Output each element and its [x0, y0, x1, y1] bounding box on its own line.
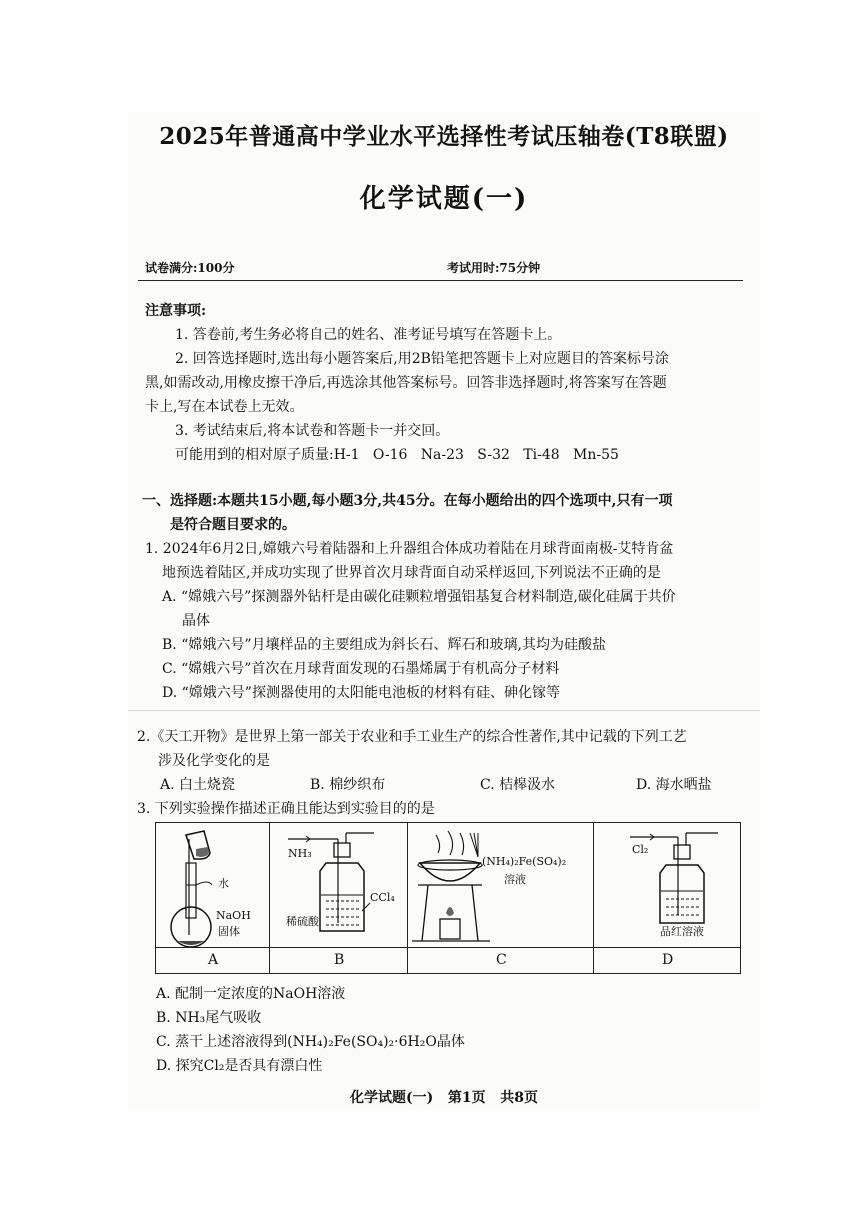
notes-line3: 3. 考试结束后,将本试卷和答题卡一并交回。 [175, 423, 450, 439]
q2-option-c: C. 桔槔汲水 [480, 777, 556, 793]
q3-option-d: D. 探究Cl₂是否具有漂白性 [156, 1058, 323, 1074]
label-nh3: NH₃ [288, 847, 312, 860]
notes-line2c: 卡上,写在本试卷上无效。 [145, 399, 304, 415]
q2-option-a: A. 白土烧瓷 [160, 777, 236, 793]
label-water: 水 [218, 877, 229, 890]
label-solid: 固体 [218, 925, 240, 938]
section1-line2: 是符合题目要求的。 [170, 517, 296, 533]
q1-option-a-line1: A. “嫦娥六号”探测器外钻杆是由碳化硅颗粒增强铝基复合材料制造,碳化硅属于共价 [162, 589, 676, 605]
panel-label-c: C [496, 952, 507, 968]
q1-option-c: C. “嫦娥六号”首次在月球背面发现的石墨烯属于有机高分子材料 [162, 661, 560, 677]
label-ammonium-iron-sulfate: (NH₄)₂Fe(SO₄)₂ [482, 855, 567, 868]
label-solution-c: 溶液 [504, 873, 526, 886]
notes-line2b: 黑,如需改动,用橡皮擦干净后,再选涂其他答案标号。回答非选择题时,将答案写在答题 [145, 375, 667, 391]
notes-heading: 注意事项: [145, 303, 207, 319]
q1-option-d: D. “嫦娥六号”探测器使用的太阳能电池板的材料有硅、砷化镓等 [162, 685, 560, 701]
notes-line2a: 2. 回答选择题时,选出每小题答案后,用2B铅笔把答题卡上对应题目的答案标号涂 [175, 351, 669, 367]
page-footer: 化学试题(一) 第1页 共8页 [350, 1090, 538, 1106]
label-dilute-sulfuric-acid: 稀硫酸 [286, 915, 319, 928]
panel-c [408, 823, 594, 947]
exam-title: 2025年普通高中学业水平选择性考试压轴卷(T8联盟) [159, 123, 729, 150]
panel-b [270, 823, 408, 947]
exam-time: 考试用时:75分钟 [447, 261, 541, 275]
scan-seam [128, 710, 760, 711]
panel-label-row [156, 947, 740, 973]
exam-subtitle: 化学试题(一) [359, 184, 529, 214]
panel-label-d: D [662, 952, 674, 968]
header-divider [138, 280, 743, 281]
q2-option-b: B. 棉纱织布 [310, 777, 386, 793]
atomic-masses: 可能用到的相对原子质量:H-1 O-16 Na-23 S-32 Ti-48 Mn-55 [175, 447, 619, 463]
panel-label-a: A [208, 952, 219, 968]
panel-d [594, 823, 740, 947]
q3-option-c: C. 蒸干上述溶液得到(NH₄)₂Fe(SO₄)₂·6H₂O晶体 [156, 1034, 465, 1050]
section1-line1: 一、选择题:本题共15小题,每小题3分,共45分。在每小题给出的四个选项中,只有一项 [142, 493, 673, 509]
label-ccl4: CCl₄ [370, 891, 395, 904]
panel-label-b: B [334, 952, 345, 968]
q1-option-a-line2: 晶体 [182, 613, 210, 629]
label-naoh: NaOH [216, 909, 251, 922]
label-magenta-solution: 品红溶液 [660, 925, 704, 938]
q1-stem-line2: 地预选着陆区,并成功实现了世界首次月球背面自动采样返回,下列说法不正确的是 [162, 565, 661, 581]
notes-line1: 1. 答卷前,考生务必将自己的姓名、准考证号填写在答题卡上。 [175, 327, 562, 343]
q1-stem-line1: 1. 2024年6月2日,嫦娥六号着陆器和上升器组合体成功着陆在月球背面南极-艾特肯盆 [145, 541, 674, 557]
q3-apparatus-table [155, 822, 741, 974]
q2-stem-line1: 2.《天工开物》是世界上第一部关于农业和手工业生产的综合性著作,其中记载的下列工艺 [137, 729, 687, 745]
q2-option-d: D. 海水晒盐 [636, 777, 712, 793]
q3-option-b: B. NH₃尾气吸收 [156, 1010, 262, 1026]
q1-option-b: B. “嫦娥六号”月壤样品的主要组成为斜长石、辉石和玻璃,其均为硅酸盐 [162, 637, 606, 653]
q3-option-a: A. 配制一定浓度的NaOH溶液 [156, 986, 346, 1002]
q2-stem-line2: 涉及化学变化的是 [158, 753, 270, 769]
volumetric-flask-diagram [156, 823, 270, 947]
q3-stem: 3. 下列实验操作描述正确且能达到实验目的的是 [137, 801, 435, 817]
panel-a [156, 823, 270, 947]
label-cl2: Cl₂ [632, 843, 649, 856]
evaporating-dish-diagram [408, 823, 594, 947]
full-score: 试卷满分:100分 [145, 261, 235, 275]
